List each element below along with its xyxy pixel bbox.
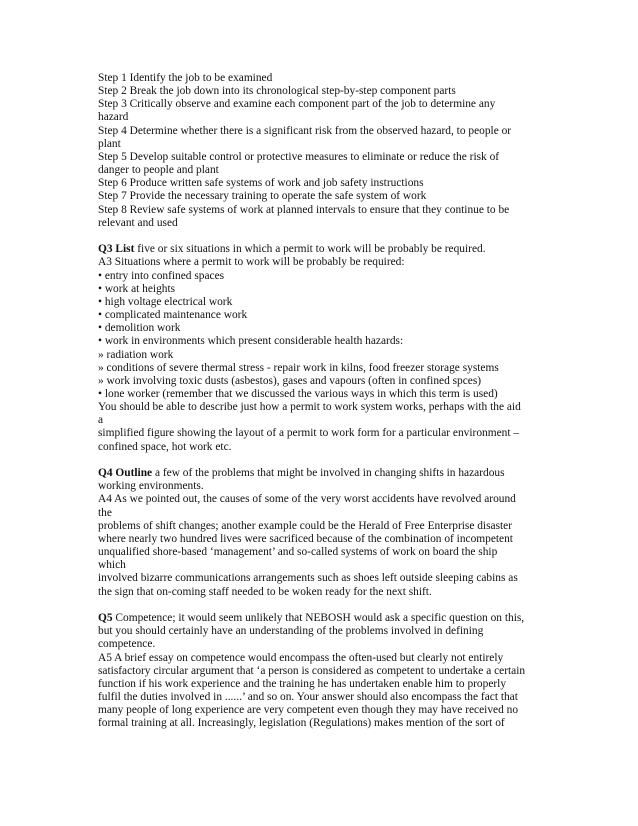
q4-line: the sign that on-coming staff needed to be woken ready for the next shift.	[98, 585, 432, 598]
q3-line: • work at heights	[98, 282, 176, 295]
step-line: Step 6 Produce written safe systems of work and job safety instructions	[98, 177, 424, 190]
q5-line: competence.	[98, 638, 156, 651]
q3-line: • lone worker (remember that we discussed the various ways in which this term is used)	[98, 387, 498, 400]
q5-question-text: Competence; it would seem unlikely that NEBOSH would ask a specific question on this,	[112, 612, 525, 625]
q4-question	[98, 467, 544, 480]
q5-line: satisfactory circular argument that ‘a person is considered as competent to undertake a certain	[98, 664, 526, 677]
q5-line: but you should certainly have an understanding of the problems involved in defining	[98, 625, 484, 638]
q5-line: A5 A brief essay on competence would encompass the often-used but clearly not entirely	[98, 651, 504, 664]
step-line: Step 7 Provide the necessary training to operate the safe system of work	[98, 190, 427, 203]
q3-line: You should be able to describe just how a permit to work system works, perhaps with the aid	[98, 401, 521, 414]
q3-line: • work in environments which present considerable health hazards:	[98, 335, 404, 348]
step-line: Step 8 Review safe systems of work at planned intervals to ensure that they continue to be	[98, 203, 510, 216]
q5-line: many people of long experience are very competent even though they may have received no	[98, 704, 519, 717]
step-line: Step 4 Determine whether there is a significant risk from the observed hazard, to people or	[98, 124, 512, 137]
q4-question-text: a few of the problems that might be involved in changing shifts in hazardous	[152, 467, 505, 480]
q4-line: A4 As we pointed out, the causes of some of the very worst accidents have revolved around	[98, 493, 516, 506]
step-line: Step 2 Break the job down into its chronological step-by-step component parts	[98, 85, 456, 98]
q4-lead: Q4 Outline	[98, 467, 153, 480]
q5-line: fulfil the duties involved in ......’ and so on. Your answer should also encompass the fact that	[98, 691, 518, 704]
q3-line: • demolition work	[98, 322, 181, 335]
q5-line: function if his work experience and the training he has undertaken enable him to properly	[98, 677, 507, 690]
q5-question	[98, 612, 544, 625]
steps-block	[98, 72, 544, 230]
q4-line: problems of shift changes; another example could be the Herald of Free Enterprise disaster	[98, 519, 513, 532]
q3-line: » radiation work	[98, 348, 174, 361]
q4-block	[98, 467, 544, 599]
q4-line: the	[98, 506, 112, 519]
step-line: relevant and used	[98, 216, 178, 229]
q4-line: which	[98, 559, 126, 572]
q3-block	[98, 243, 544, 454]
q3-question	[98, 243, 544, 256]
paragraph-gap	[98, 599, 544, 612]
q3-question-text: five or six situations in which a permit to work will be probably be required.	[134, 243, 486, 256]
q3-line: • high voltage electrical work	[98, 295, 233, 308]
q4-line: where nearly two hundred lives were sacrificed because of the combination of incompetent	[98, 532, 513, 545]
q5-lead: Q5	[98, 612, 113, 625]
q5-line: formal training at all. Increasingly, legislation (Regulations) makes mention of the sort of	[98, 717, 505, 730]
q4-line: working environments.	[98, 480, 204, 493]
page-content	[98, 72, 544, 731]
q4-line: unqualified shore-based ‘management’ and so-called systems of work on board the ship	[98, 546, 498, 559]
q3-line: » work involving toxic dusts (asbestos), gases and vapours (often in confined spces)	[98, 374, 482, 387]
step-line: Step 1 Identify the job to be examined	[98, 72, 273, 84]
q3-line: confined space, hot work etc.	[98, 440, 232, 453]
q5-block	[98, 612, 544, 730]
q3-line: • complicated maintenance work	[98, 309, 248, 322]
step-line: danger to people and plant	[98, 164, 219, 177]
q3-line: simplified figure showing the layout of a permit to work form for a particular environment –	[98, 427, 520, 440]
step-line: plant	[98, 137, 121, 150]
step-line: Step 5 Develop suitable control or protective measures to eliminate or reduce the risk of	[98, 150, 500, 163]
paragraph-gap	[98, 230, 544, 243]
q4-line: involved bizarre communications arrangements such as shoes left outside sleeping cabins as	[98, 572, 518, 585]
step-line: hazard	[98, 111, 129, 124]
q3-line: » conditions of severe thermal stress - repair work in kilns, food freezer storage systems	[98, 361, 499, 374]
step-line: Step 3 Critically observe and examine each component part of the job to determine any	[98, 98, 496, 111]
q3-line: A3 Situations where a permit to work will be probably be required:	[98, 256, 405, 269]
q3-line: a	[98, 414, 104, 427]
q3-line: • entry into confined spaces	[98, 269, 225, 282]
q3-lead: Q3 List	[98, 243, 135, 256]
paragraph-gap	[98, 454, 544, 467]
